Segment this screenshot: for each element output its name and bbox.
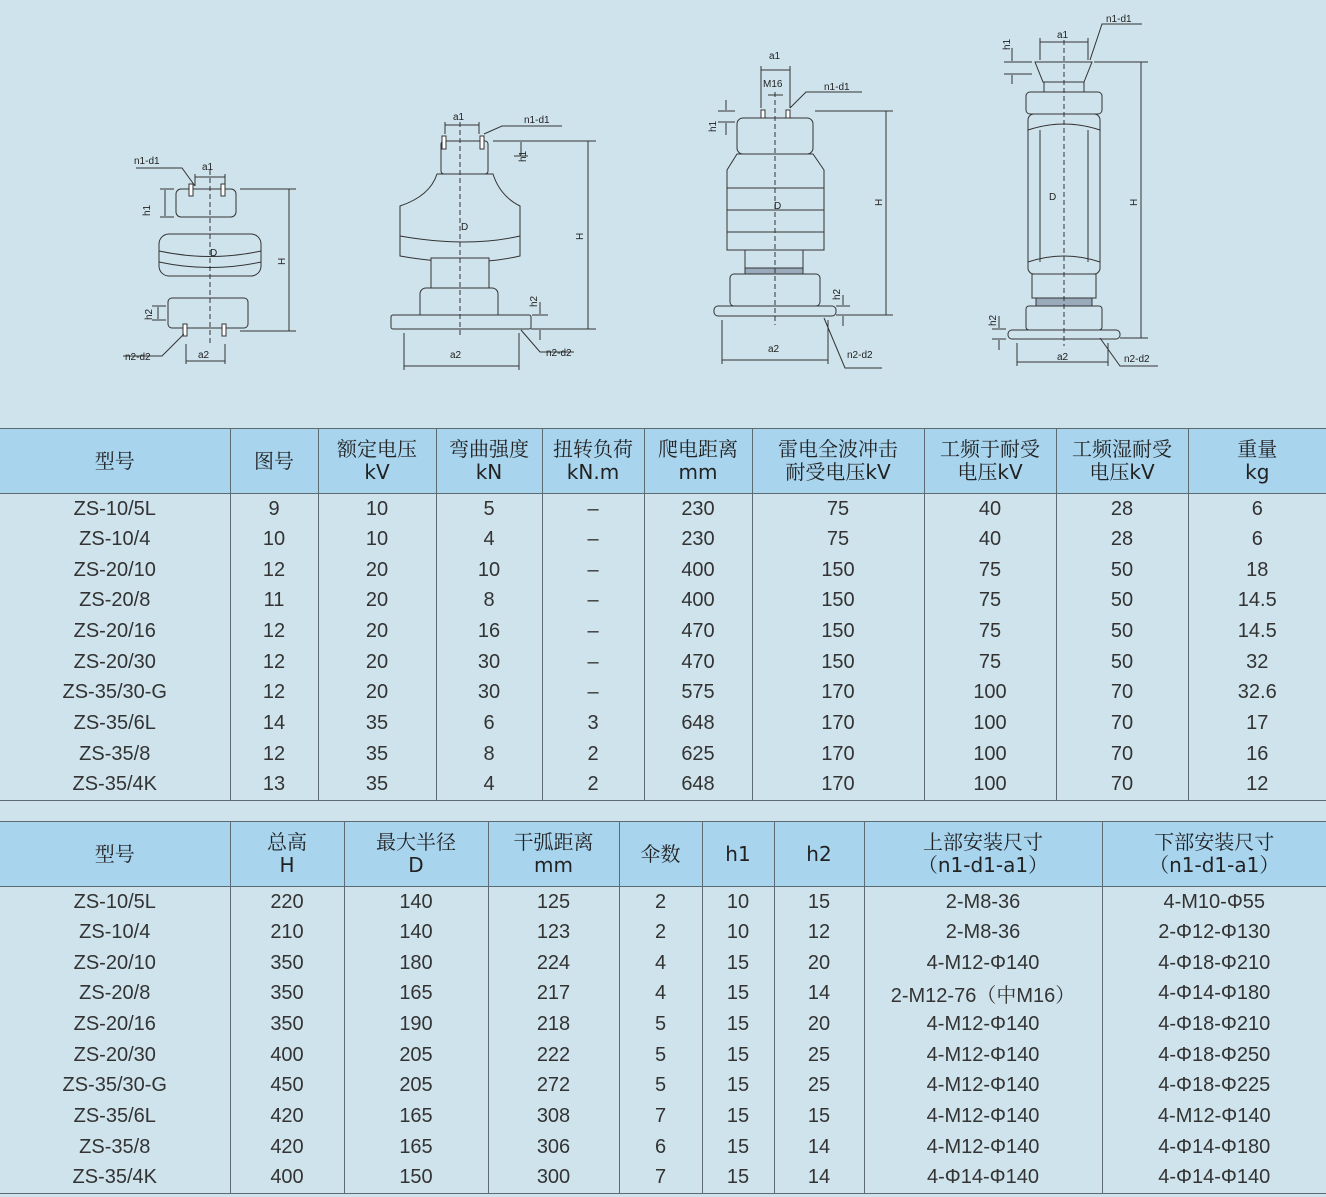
table-cell: 8 bbox=[436, 586, 542, 617]
table-cell: 20 bbox=[774, 1009, 864, 1040]
table-cell: 20 bbox=[774, 948, 864, 979]
table-cell: 10 bbox=[436, 555, 542, 586]
table-cell: 210 bbox=[230, 917, 344, 948]
table-cell: 12 bbox=[230, 555, 318, 586]
label-D-1: D bbox=[210, 248, 218, 259]
table-cell: 15 bbox=[702, 1101, 774, 1132]
label-h2-3: h2 bbox=[832, 288, 843, 300]
label-n2d2-2: n2-d2 bbox=[546, 348, 572, 359]
table-row bbox=[0, 1101, 1326, 1132]
table-cell: ZS-10/5L bbox=[0, 887, 230, 918]
header-torsion-load: 扭转负荷 kN.m bbox=[542, 429, 644, 494]
table-cell: 2 bbox=[619, 887, 702, 918]
header-bottom-mount: 下部安装尺寸 （n1-d1-a1） bbox=[1102, 822, 1326, 887]
table-cell: 123 bbox=[488, 917, 619, 948]
table-cell: 13 bbox=[230, 770, 318, 801]
table-cell: 4 bbox=[619, 979, 702, 1010]
table-cell: 165 bbox=[344, 1101, 488, 1132]
table-cell: ZS-10/4 bbox=[0, 524, 230, 555]
table-cell: 35 bbox=[318, 770, 436, 801]
label-H-2: H bbox=[575, 232, 586, 240]
table-cell: 2 bbox=[619, 917, 702, 948]
table-cell: 218 bbox=[488, 1009, 619, 1040]
label-n1d1-1: n1-d1 bbox=[134, 156, 160, 167]
table-cell: 6 bbox=[1188, 524, 1326, 555]
table-row bbox=[0, 494, 1326, 525]
table-cell: 15 bbox=[702, 948, 774, 979]
table-cell: 170 bbox=[752, 770, 924, 801]
label-h2-4: h2 bbox=[988, 314, 999, 326]
table-cell: 230 bbox=[644, 524, 752, 555]
table-cell: 20 bbox=[318, 586, 436, 617]
header-arcing-distance: 干弧距离 mm bbox=[488, 822, 619, 887]
table-cell: 50 bbox=[1056, 586, 1188, 617]
label-m16-3: M16 bbox=[763, 79, 783, 90]
table-cell: 35 bbox=[318, 739, 436, 770]
table-cell: 400 bbox=[230, 1163, 344, 1194]
table-cell: 14.5 bbox=[1188, 616, 1326, 647]
label-n1d1-3: n1-d1 bbox=[824, 82, 850, 93]
label-h1-1: h1 bbox=[142, 204, 153, 216]
table-cell: 4-M12-Φ140 bbox=[864, 1132, 1102, 1163]
table-cell: 3 bbox=[542, 708, 644, 739]
table-cell: 10 bbox=[702, 887, 774, 918]
table-cell: 7 bbox=[619, 1163, 702, 1194]
dimension-spec-header bbox=[0, 822, 1326, 887]
label-h2-2: h2 bbox=[529, 295, 540, 307]
table-cell: 10 bbox=[318, 494, 436, 525]
table-cell: 625 bbox=[644, 739, 752, 770]
table-cell: 6 bbox=[436, 708, 542, 739]
table-cell: 15 bbox=[702, 979, 774, 1010]
table-cell: 28 bbox=[1056, 494, 1188, 525]
header-h1: h1 bbox=[702, 822, 774, 887]
table-cell: 575 bbox=[644, 678, 752, 709]
table-cell: 140 bbox=[344, 917, 488, 948]
header-max-radius: 最大半径 D bbox=[344, 822, 488, 887]
table-cell: 350 bbox=[230, 979, 344, 1010]
label-h2-1: h2 bbox=[144, 308, 155, 320]
table-cell: 20 bbox=[318, 647, 436, 678]
table-cell: – bbox=[542, 647, 644, 678]
table-cell: 20 bbox=[318, 616, 436, 647]
table-cell: – bbox=[542, 555, 644, 586]
table-cell: 4-Φ14-Φ180 bbox=[1102, 979, 1326, 1010]
table-cell: 230 bbox=[644, 494, 752, 525]
table-cell: 300 bbox=[488, 1163, 619, 1194]
table-cell: 450 bbox=[230, 1071, 344, 1102]
table-cell: 75 bbox=[752, 524, 924, 555]
table-row bbox=[0, 678, 1326, 709]
header-power-freq-wet: 工频湿耐受 电压kV bbox=[1056, 429, 1188, 494]
table-cell: 4-M10-Φ55 bbox=[1102, 887, 1326, 918]
table-cell: 205 bbox=[344, 1071, 488, 1102]
table-cell: ZS-10/5L bbox=[0, 494, 230, 525]
header-model: 型号 bbox=[0, 429, 230, 494]
table-cell: ZS-20/30 bbox=[0, 1040, 230, 1071]
table-cell: 420 bbox=[230, 1101, 344, 1132]
electrical-spec-table bbox=[0, 428, 1326, 801]
electrical-spec-header bbox=[0, 429, 1326, 494]
table-cell: ZS-20/8 bbox=[0, 979, 230, 1010]
table-cell: 14 bbox=[230, 708, 318, 739]
table-cell: 5 bbox=[619, 1071, 702, 1102]
table-cell: 4-Φ14-Φ140 bbox=[1102, 1163, 1326, 1194]
label-a2-4: a2 bbox=[1057, 352, 1069, 363]
header-shed-count: 伞数 bbox=[619, 822, 702, 887]
table-cell: 40 bbox=[924, 524, 1056, 555]
table-cell: 190 bbox=[344, 1009, 488, 1040]
table-cell: ZS-35/4K bbox=[0, 1163, 230, 1194]
table-cell: 180 bbox=[344, 948, 488, 979]
table-cell: 12 bbox=[1188, 770, 1326, 801]
table-cell: 100 bbox=[924, 770, 1056, 801]
table-row bbox=[0, 616, 1326, 647]
label-n1d1-4: n1-d1 bbox=[1106, 14, 1132, 25]
label-a1-2: a1 bbox=[453, 112, 465, 123]
header-lightning-impulse: 雷电全波冲击 耐受电压kV bbox=[752, 429, 924, 494]
table-cell: 150 bbox=[344, 1163, 488, 1194]
table-cell: 75 bbox=[924, 616, 1056, 647]
table-cell: 100 bbox=[924, 678, 1056, 709]
table-cell: 75 bbox=[924, 586, 1056, 617]
label-H-4: H bbox=[1129, 198, 1140, 206]
table-cell: 16 bbox=[1188, 739, 1326, 770]
table-cell: 6 bbox=[1188, 494, 1326, 525]
table-cell: 14 bbox=[774, 1132, 864, 1163]
table-cell: 2-M8-36 bbox=[864, 917, 1102, 948]
table-cell: 11 bbox=[230, 586, 318, 617]
table-cell: 30 bbox=[436, 647, 542, 678]
table-cell: 17 bbox=[1188, 708, 1326, 739]
table-cell: 217 bbox=[488, 979, 619, 1010]
table-cell: 32.6 bbox=[1188, 678, 1326, 709]
table-cell: 306 bbox=[488, 1132, 619, 1163]
table-cell: 165 bbox=[344, 979, 488, 1010]
table-cell: 2 bbox=[542, 739, 644, 770]
table-cell: 400 bbox=[644, 586, 752, 617]
table-cell: ZS-35/6L bbox=[0, 1101, 230, 1132]
table-cell: 7 bbox=[619, 1101, 702, 1132]
table-cell: ZS-20/10 bbox=[0, 948, 230, 979]
table-cell: 220 bbox=[230, 887, 344, 918]
table-cell: 15 bbox=[702, 1071, 774, 1102]
table-row bbox=[0, 739, 1326, 770]
table-cell: 28 bbox=[1056, 524, 1188, 555]
table-row bbox=[0, 887, 1326, 918]
table-cell: 150 bbox=[752, 647, 924, 678]
table-cell: 4-M12-Φ140 bbox=[864, 1071, 1102, 1102]
table-cell: 4 bbox=[436, 524, 542, 555]
table-cell: 272 bbox=[488, 1071, 619, 1102]
header-total-height: 总高 H bbox=[230, 822, 344, 887]
header-bending-strength: 弯曲强度 kN bbox=[436, 429, 542, 494]
table-cell: 50 bbox=[1056, 647, 1188, 678]
label-a2-3: a2 bbox=[768, 344, 780, 355]
table-cell: 6 bbox=[619, 1132, 702, 1163]
table-cell: 4-M12-Φ140 bbox=[864, 1040, 1102, 1071]
electrical-spec-body bbox=[0, 494, 1326, 801]
label-a2-1: a2 bbox=[198, 350, 210, 361]
table-cell: 12 bbox=[230, 678, 318, 709]
table-cell: 70 bbox=[1056, 678, 1188, 709]
table-cell: ZS-20/16 bbox=[0, 1009, 230, 1040]
table-cell: 14 bbox=[774, 979, 864, 1010]
table-cell: 18 bbox=[1188, 555, 1326, 586]
table-cell: 420 bbox=[230, 1132, 344, 1163]
drawing-2 bbox=[391, 122, 596, 370]
table-cell: 205 bbox=[344, 1040, 488, 1071]
table-cell: 648 bbox=[644, 708, 752, 739]
table-cell: ZS-20/30 bbox=[0, 647, 230, 678]
table-cell: 150 bbox=[752, 586, 924, 617]
table-cell: 170 bbox=[752, 739, 924, 770]
table-cell: 25 bbox=[774, 1040, 864, 1071]
table-cell: 4-Φ14-Φ140 bbox=[864, 1163, 1102, 1194]
label-a1-1: a1 bbox=[202, 162, 214, 173]
table-cell: ZS-35/4K bbox=[0, 770, 230, 801]
dimension-spec-table bbox=[0, 821, 1326, 1194]
table-row bbox=[0, 1071, 1326, 1102]
header-weight: 重量 kg bbox=[1188, 429, 1326, 494]
table-cell: 70 bbox=[1056, 770, 1188, 801]
drawing-1 bbox=[123, 168, 296, 364]
table-row bbox=[0, 524, 1326, 555]
table-cell: 35 bbox=[318, 708, 436, 739]
table-row bbox=[0, 917, 1326, 948]
table-cell: 140 bbox=[344, 887, 488, 918]
table-cell: 4-Φ18-Φ210 bbox=[1102, 948, 1326, 979]
table-cell: 308 bbox=[488, 1101, 619, 1132]
table-cell: 4-Φ18-Φ225 bbox=[1102, 1071, 1326, 1102]
table-cell: 75 bbox=[924, 647, 1056, 678]
label-n1d1-2: n1-d1 bbox=[524, 115, 550, 126]
table-cell: 170 bbox=[752, 678, 924, 709]
table-cell: 2-Φ12-Φ130 bbox=[1102, 917, 1326, 948]
table-cell: ZS-20/10 bbox=[0, 555, 230, 586]
table-cell: 16 bbox=[436, 616, 542, 647]
table-cell: 32 bbox=[1188, 647, 1326, 678]
table-cell: 30 bbox=[436, 678, 542, 709]
table-cell: 20 bbox=[318, 555, 436, 586]
table-cell: 648 bbox=[644, 770, 752, 801]
label-h1-3: h1 bbox=[708, 120, 719, 132]
table-cell: 470 bbox=[644, 616, 752, 647]
table-cell: 15 bbox=[702, 1040, 774, 1071]
table-cell: – bbox=[542, 616, 644, 647]
table-cell: 12 bbox=[230, 647, 318, 678]
table-cell: 224 bbox=[488, 948, 619, 979]
table-cell: 10 bbox=[230, 524, 318, 555]
table-cell: 15 bbox=[702, 1009, 774, 1040]
table-cell: 5 bbox=[436, 494, 542, 525]
table-cell: 40 bbox=[924, 494, 1056, 525]
table-cell: 4-M12-Φ140 bbox=[864, 1101, 1102, 1132]
table-cell: – bbox=[542, 678, 644, 709]
header-rated-voltage: 额定电压 kV bbox=[318, 429, 436, 494]
table-cell: 75 bbox=[924, 555, 1056, 586]
table-cell: 15 bbox=[702, 1132, 774, 1163]
table-cell: 4-Φ14-Φ180 bbox=[1102, 1132, 1326, 1163]
table-cell: 25 bbox=[774, 1071, 864, 1102]
dimension-spec-body bbox=[0, 887, 1326, 1194]
table-cell: 12 bbox=[230, 616, 318, 647]
table-row bbox=[0, 1040, 1326, 1071]
table-cell: 150 bbox=[752, 616, 924, 647]
table-row bbox=[0, 1163, 1326, 1194]
label-n2d2-3: n2-d2 bbox=[847, 350, 873, 361]
table-cell: 2-M8-36 bbox=[864, 887, 1102, 918]
table-cell: 170 bbox=[752, 708, 924, 739]
table-row bbox=[0, 1132, 1326, 1163]
table-cell: ZS-35/6L bbox=[0, 708, 230, 739]
table-cell: 8 bbox=[436, 739, 542, 770]
table-cell: 15 bbox=[702, 1163, 774, 1194]
table-cell: 12 bbox=[230, 739, 318, 770]
table-cell: 470 bbox=[644, 647, 752, 678]
header-top-mount: 上部安装尺寸 （n1-d1-a1） bbox=[864, 822, 1102, 887]
table-row bbox=[0, 555, 1326, 586]
table-cell: ZS-35/30-G bbox=[0, 678, 230, 709]
table-cell: 10 bbox=[318, 524, 436, 555]
table-row bbox=[0, 708, 1326, 739]
table-cell: 2 bbox=[542, 770, 644, 801]
table-cell: 150 bbox=[752, 555, 924, 586]
table-cell: 70 bbox=[1056, 739, 1188, 770]
label-h1-2: h1 bbox=[518, 150, 529, 162]
table-cell: 12 bbox=[774, 917, 864, 948]
table-cell: 50 bbox=[1056, 555, 1188, 586]
table-cell: 14.5 bbox=[1188, 586, 1326, 617]
table-row bbox=[0, 979, 1326, 1010]
label-D-3: D bbox=[774, 201, 782, 212]
table-cell: 5 bbox=[619, 1009, 702, 1040]
table-cell: 400 bbox=[644, 555, 752, 586]
table-cell: – bbox=[542, 494, 644, 525]
table-row bbox=[0, 770, 1326, 801]
label-n2d2-1: n2-d2 bbox=[125, 352, 151, 363]
label-h1-4: h1 bbox=[1002, 38, 1013, 50]
table-cell: 14 bbox=[774, 1163, 864, 1194]
table-cell: 400 bbox=[230, 1040, 344, 1071]
label-a2-2: a2 bbox=[450, 350, 462, 361]
label-a1-4: a1 bbox=[1057, 30, 1069, 41]
table-cell: 350 bbox=[230, 1009, 344, 1040]
table-cell: 4-M12-Φ140 bbox=[864, 1009, 1102, 1040]
header-drawing-no: 图号 bbox=[230, 429, 318, 494]
table-cell: ZS-20/8 bbox=[0, 586, 230, 617]
table-cell: 70 bbox=[1056, 708, 1188, 739]
table-cell: 20 bbox=[318, 678, 436, 709]
header-creepage-distance: 爬电距离 mm bbox=[644, 429, 752, 494]
table-cell: ZS-35/30-G bbox=[0, 1071, 230, 1102]
table-cell: 100 bbox=[924, 708, 1056, 739]
table-cell: 222 bbox=[488, 1040, 619, 1071]
table-cell: – bbox=[542, 586, 644, 617]
label-H-1: H bbox=[277, 257, 288, 265]
label-n2d2-4: n2-d2 bbox=[1124, 354, 1150, 365]
label-D-4: D bbox=[1049, 192, 1057, 203]
table-row bbox=[0, 586, 1326, 617]
table-cell: ZS-10/4 bbox=[0, 917, 230, 948]
table-row bbox=[0, 948, 1326, 979]
table-cell: 165 bbox=[344, 1132, 488, 1163]
table-cell: 50 bbox=[1056, 616, 1188, 647]
table-cell: 4-M12-Φ140 bbox=[864, 948, 1102, 979]
table-cell: 350 bbox=[230, 948, 344, 979]
table-cell: 125 bbox=[488, 887, 619, 918]
table-cell: 4-Φ18-Φ250 bbox=[1102, 1040, 1326, 1071]
table-cell: 4-M12-Φ140 bbox=[1102, 1101, 1326, 1132]
label-a1-3: a1 bbox=[769, 51, 781, 62]
table-cell: 15 bbox=[774, 1101, 864, 1132]
drawing-3 bbox=[714, 66, 893, 368]
table-cell: 100 bbox=[924, 739, 1056, 770]
table-row bbox=[0, 647, 1326, 678]
table-cell: 15 bbox=[774, 887, 864, 918]
insulator-drawings bbox=[0, 0, 1326, 420]
header-model-2: 型号 bbox=[0, 822, 230, 887]
table-cell: 4 bbox=[436, 770, 542, 801]
drawing-4 bbox=[992, 24, 1158, 366]
label-D-2: D bbox=[461, 222, 469, 233]
table-cell: ZS-35/8 bbox=[0, 1132, 230, 1163]
table-cell: 9 bbox=[230, 494, 318, 525]
table-cell: – bbox=[542, 524, 644, 555]
table-cell: 4 bbox=[619, 948, 702, 979]
header-power-freq-dry: 工频于耐受 电压kV bbox=[924, 429, 1056, 494]
table-cell: ZS-20/16 bbox=[0, 616, 230, 647]
table-cell: 10 bbox=[702, 917, 774, 948]
table-cell: ZS-35/8 bbox=[0, 739, 230, 770]
table-cell: 4-Φ18-Φ210 bbox=[1102, 1009, 1326, 1040]
table-cell: 75 bbox=[752, 494, 924, 525]
table-cell: 2-M12-76（中M16） bbox=[864, 979, 1102, 1010]
table-cell: 5 bbox=[619, 1040, 702, 1071]
label-H-3: H bbox=[874, 198, 885, 206]
table-row bbox=[0, 1009, 1326, 1040]
header-h2: h2 bbox=[774, 822, 864, 887]
